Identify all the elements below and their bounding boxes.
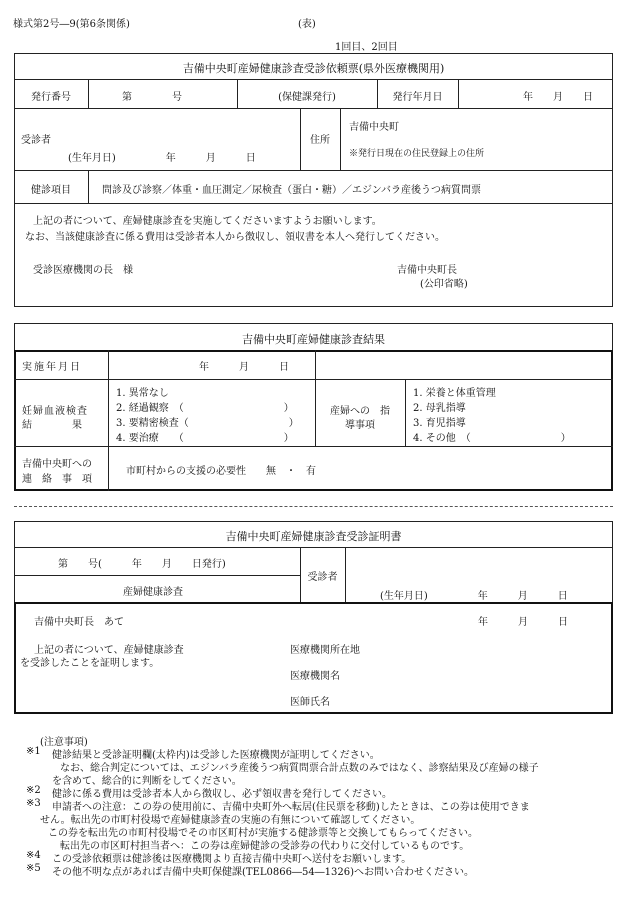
address-note: ※発行日現在の住民登録上の住所	[349, 149, 485, 159]
issue-number-value: 第 号	[122, 92, 182, 103]
note-3-b: せん。転出先の市町村役場で産婦健康診査の実施の有無について確認してください。	[40, 815, 421, 826]
blood-option-normal: 1. 異常なし	[116, 388, 169, 399]
exam-date-value: 年 月 日	[199, 362, 289, 373]
patient-label: 受診者	[21, 135, 51, 146]
request-sender: 吉備中央町長	[397, 265, 457, 276]
issued-by: (保健課発行)	[278, 92, 336, 103]
exam-items-value: 問診及び診察／体重・血圧測定／尿検査（蛋白・糖）／エジンバラ産後うつ病質問票	[102, 185, 482, 196]
certificate-patient-dob: (生年月日) 年 月 日	[380, 591, 568, 602]
issue-date-value: 年 月 日	[523, 92, 593, 103]
note-3-mark: ※3	[26, 798, 41, 809]
address-value: 吉備中央町	[349, 122, 399, 133]
note-3-a: 申請者への注意：この券の使用前に、吉備中央町外へ転居(住民票を移動)したときは、この券は使用できま	[52, 802, 530, 813]
note-4: この受診依頼票は健診後は医療機関より直接吉備中央町へ送付をお願いします。	[52, 854, 412, 865]
seal-omitted: (公印省略)	[420, 279, 468, 290]
note-5: その他不明な点があれば吉備中央町保健課(TEL0866―54―1326)へお問い合わせください。	[52, 867, 475, 878]
certificate-text-2: を受診したことを証明します。	[20, 658, 160, 669]
certificate-addressee: 吉備中央町長 あて	[34, 617, 124, 628]
form-side: (表)	[298, 19, 316, 30]
request-message-2: なお、当該健康診査に係る費用は受診者本人から徴収し、領収書を本人へ発行してください。	[25, 232, 445, 243]
issue-date-label: 発行年月日	[392, 92, 443, 103]
request-title: 吉備中央町産婦健康診査受診依頼票(県外医療機関用)	[182, 62, 445, 75]
certificate-text-1: 上記の者について、産婦健康診査	[34, 645, 184, 656]
issue-number-label: 発行番号	[31, 92, 71, 103]
exam-date-label: 実施年月日	[22, 362, 82, 373]
note-1-b: なお、総合判定については、エジンバラ産後うつ病質問票合計点数のみではなく、診察結果及び産婦の様子	[60, 763, 539, 774]
guidance-label-2: 導事項	[345, 420, 375, 431]
guidance-option-breastfeeding: 2. 母乳指導	[413, 403, 466, 414]
blood-test-label-2: 結 果	[22, 420, 82, 431]
exam-items-label: 健診項目	[31, 185, 71, 196]
visit-count: 1回目、2回目	[335, 42, 398, 53]
notes-heading: (注意事項)	[40, 737, 88, 748]
contact-label-1: 吉備中央町への	[22, 459, 92, 470]
guidance-label-1: 産婦への 指	[330, 406, 390, 417]
exam-type: 産婦健康診査	[123, 587, 183, 598]
result-title: 吉備中央町産婦健康診査結果	[242, 333, 385, 346]
blood-option-detailed: 3. 要精密検査（ ）	[116, 418, 299, 429]
note-2-mark: ※2	[26, 785, 41, 796]
note-4-mark: ※4	[26, 850, 41, 861]
certificate-number: 第 号( 年 月 日発行)	[58, 559, 226, 570]
note-5-mark: ※5	[26, 863, 41, 874]
guidance-option-childcare: 3. 育児指導	[413, 418, 466, 429]
note-1-a: 健診結果と受診証明欄(太枠内)は受診した医療機関が証明してください。	[52, 750, 380, 761]
note-3-d: 転出先の市区町村担当者へ：この券は産婦健診の受診券の代わりに交付しているものです。	[60, 841, 470, 852]
form-number: 様式第2号―9(第6条関係)	[13, 19, 130, 30]
certificate-patient-label: 受診者	[307, 572, 338, 583]
note-2: 健診に係る費用は受診者本人から徴収し、必ず領収書を発行してください。	[52, 789, 392, 800]
patient-dob: (生年月日) 年 月 日	[68, 153, 256, 164]
request-addressee: 受診医療機関の長 様	[33, 265, 133, 276]
guidance-option-nutrition: 1. 栄養と体重管理	[413, 388, 496, 399]
request-message-1: 上記の者について、産婦健康診査を実施してくださいますようお願いします。	[33, 216, 382, 227]
certificate-date: 年 月 日	[478, 617, 568, 628]
support-necessity: 市町村からの支援の必要性 無 ・ 有	[126, 466, 316, 477]
certificate-title: 吉備中央町産婦健康診査受診証明書	[225, 530, 402, 543]
note-1-mark: ※1	[26, 746, 41, 757]
blood-option-treatment: 4. 要治療 （ ）	[116, 433, 294, 444]
blood-option-observe: 2. 経過観察 （ ）	[116, 403, 294, 414]
doctor-name-label: 医師氏名	[290, 697, 330, 708]
guidance-option-other: 4. その他 （ ）	[413, 433, 571, 444]
address-label: 住所	[310, 135, 330, 146]
blood-test-label-1: 妊婦血液検査	[22, 406, 88, 417]
note-1-c: を含めて、総合的に判断をしてください。	[52, 776, 242, 787]
clinic-name-label: 医療機関名	[290, 671, 340, 682]
note-3-c: この券を転出先の市町村役場でその市区町村が実施する健診票等と交換してもらってください。	[48, 828, 478, 839]
contact-label-2: 連 絡 事 項	[22, 474, 92, 485]
cut-line	[14, 506, 613, 507]
clinic-address-label: 医療機関所在地	[290, 645, 360, 656]
